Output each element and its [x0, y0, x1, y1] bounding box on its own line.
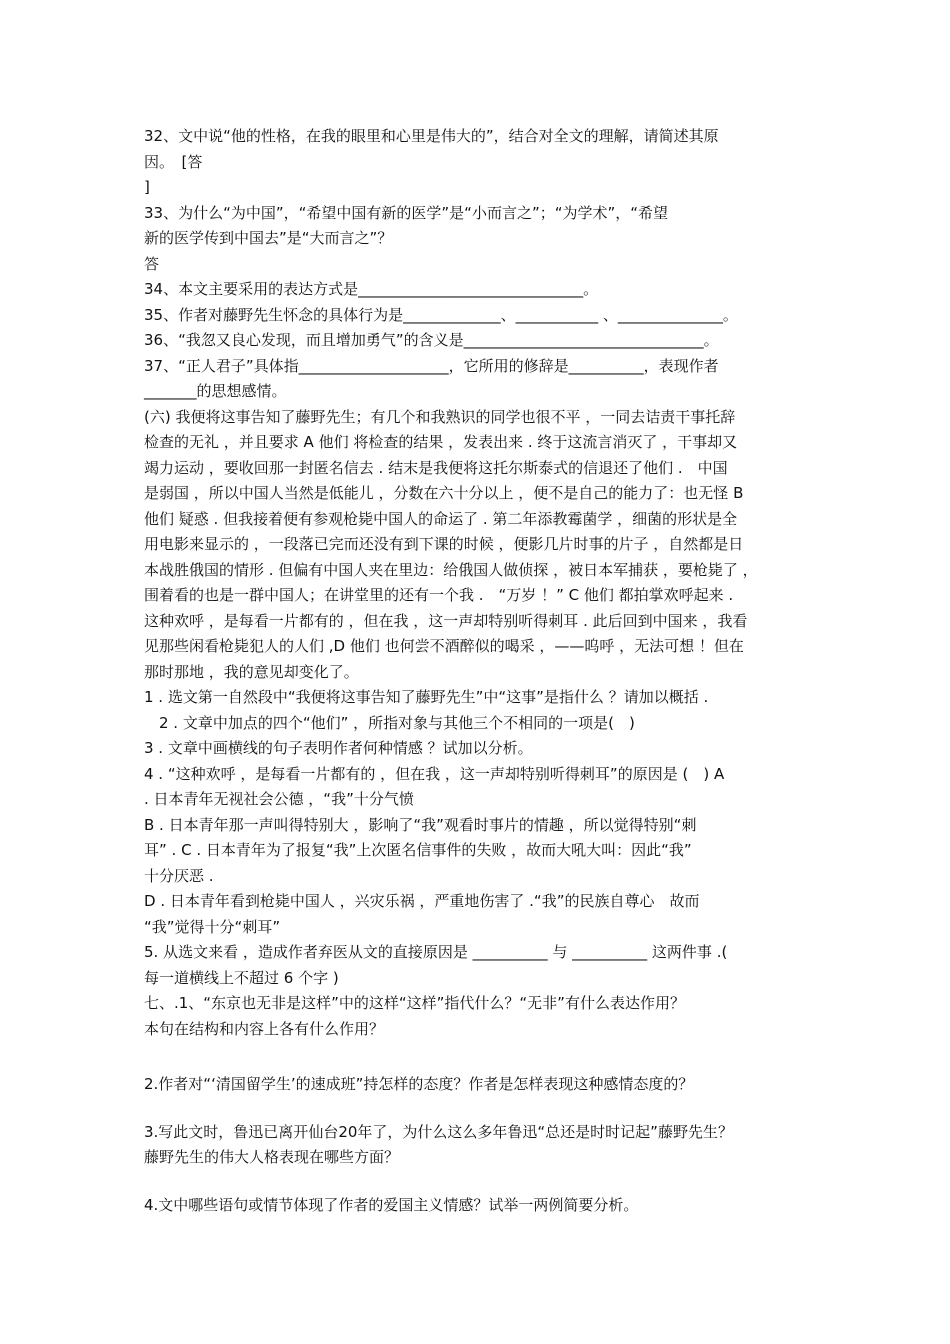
document-body [144, 124, 816, 1218]
text-line: 耳” . C . 日本青年为了报复“我”上次匿名信事件的失败 ，故而大吼大叫：因此“我” [144, 841, 692, 859]
text-line: 因。 [答 [144, 152, 203, 171]
text-line: (六) 我便将这事告知了藤野先生；有几个和我熟识的同学也很不平 ，一同去诘责干事托辞 [144, 407, 736, 426]
text-line: 竭力运动 ，要收回那一封匿名信去 . 结末是我便将这托尔斯泰式的信退还了他们 . 中国 [144, 458, 728, 477]
text-line: 藤野先生的伟大人格表现在哪些方面？ [144, 1148, 400, 1166]
text-line: 34、本文主要采用的表达方式是______________________________。 [144, 280, 599, 298]
text-line: ] [144, 178, 150, 196]
text-line: 那时那地 ，我的意见却变化了。 [144, 662, 359, 681]
text-line: 本战胜俄国的情形 . 但偏有中国人夹在里边：给俄国人做侦探 ，被日本军捕获 ，要枪毙了 ， [144, 560, 758, 579]
text-line: D . 日本青年看到枪毙中国人 ，兴灾乐祸 ，严重地伤害了 .“我”的民族自尊心 故而 [144, 892, 700, 910]
text-line: 2 . 文章中加点的四个“他们” ，所指对象与其他三个不相同的一项是( ) [144, 713, 635, 732]
text-line: 33、为什么“为中国”，“希望中国有新的医学”是“小而言之”；“为学术”，“希望 [144, 203, 669, 222]
text-line: 3 . 文章中画横线的句子表明作者何种情感 ？试加以分析。 [144, 739, 533, 757]
text-line: _______的思想感情。 [144, 382, 287, 400]
text-line: 这种欢呼 ，是每看一片都有的 ，但在我 ，这一声却特别听得刺耳 . 此后回到中国来 ，我看 [144, 611, 748, 630]
text-line: 3.写此文时，鲁迅已离开仙台20年了，为什么这么多年鲁迅“总还是时时记起”藤野先生？ [144, 1122, 733, 1141]
text-line: 2.作者对“‘清国留学生’的速成班”持怎样的态度？作者是怎样表现这种感情态度的？ [144, 1075, 694, 1093]
text-line: 本句在结构和内容上各有什么作用？ [144, 1019, 385, 1038]
text-line: “我”觉得十分“刺耳” [144, 917, 281, 936]
text-line: 36、“我忽又良心发现，而且增加勇气”的含义是________________________________。 [144, 331, 719, 349]
text-line: 37、“正人君子”具体指____________________，它所用的修辞是__________，表现作者 [144, 356, 719, 375]
spacer [144, 1098, 816, 1120]
text-line: 新的医学传到中国去”是“大而言之”？ [144, 229, 393, 247]
text-line: 35、作者对藤野先生怀念的具体行为是_____________、___________ 、______________。 [144, 305, 738, 324]
text-line: 4 . “这种欢呼 ，是每看一片都有的 ，但在我 ，这一声却特别听得刺耳”的原因是 ( ) A [144, 764, 725, 783]
text-line: B . 日本青年那一声叫得特别大 ，影响了“我”观看时事片的情趣 ，所以觉得特别“刺 [144, 815, 697, 834]
text-line: 七、.1、“东京也无非是这样”中的这样“这样”指代什么？“无非”有什么表达作用？ [144, 994, 685, 1012]
text-line: 围着看的也是一群中国人；在讲堂里的还有一个我 . “万岁 ！” C 他们 都拍掌欢呼起来 . [144, 586, 734, 604]
text-line: 用电影来显示的 ，一段落已完而还没有到下课的时候 ，便影几片时事的片子 ，自然都是日 [144, 535, 744, 553]
text-line: 他们 疑惑 . 但我接着便有参观枪毙中国人的命运了 . 第二年添教霉菌学 ，细菌的形状是全 [144, 509, 738, 528]
text-line: 是弱国 ，所以中国人当然是低能儿 ，分数在六十分以上 ，便不是自己的能力了：也无怪 B [144, 484, 744, 502]
text-line: . 日本青年无视社会公德 ，“我”十分气愤 [144, 790, 414, 808]
text-line: 4.文中哪些语句或情节体现了作者的爱国主义情感？试举一两例简要分析。 [144, 1195, 639, 1214]
text-line: 1 . 选文第一自然段中“我便将这事告知了藤野先生”中“这事”是指什么 ？请加以概括 . [144, 688, 709, 706]
text-line: 每一道横线上不超过 6 个字 ) [144, 968, 339, 987]
text-line: 检查的无礼 ，并且要求 A 他们 将检查的结果 ，发表出来 . 终于这流言消灭了 ，干事却又 [144, 433, 738, 451]
text-line: 5. 从选文来看 ，造成作者弃医从文的直接原因是 __________ 与 __________ 这两件事 .( [144, 943, 728, 961]
spacer [144, 1171, 816, 1193]
text-line: 答 [144, 254, 160, 273]
text-line: 见那些闲看枪毙犯人的人们 ,D 他们 也何尝不酒醉似的喝采 ，——呜呼 ，无法可想 ！但在 [144, 637, 744, 655]
spacer [144, 1042, 816, 1072]
text-line: 32、文中说“他的性格，在我的眼里和心里是伟大的”，结合对全文的理解，请简述其原 [144, 127, 719, 145]
text-line: 十分厌恶 . [144, 866, 214, 885]
